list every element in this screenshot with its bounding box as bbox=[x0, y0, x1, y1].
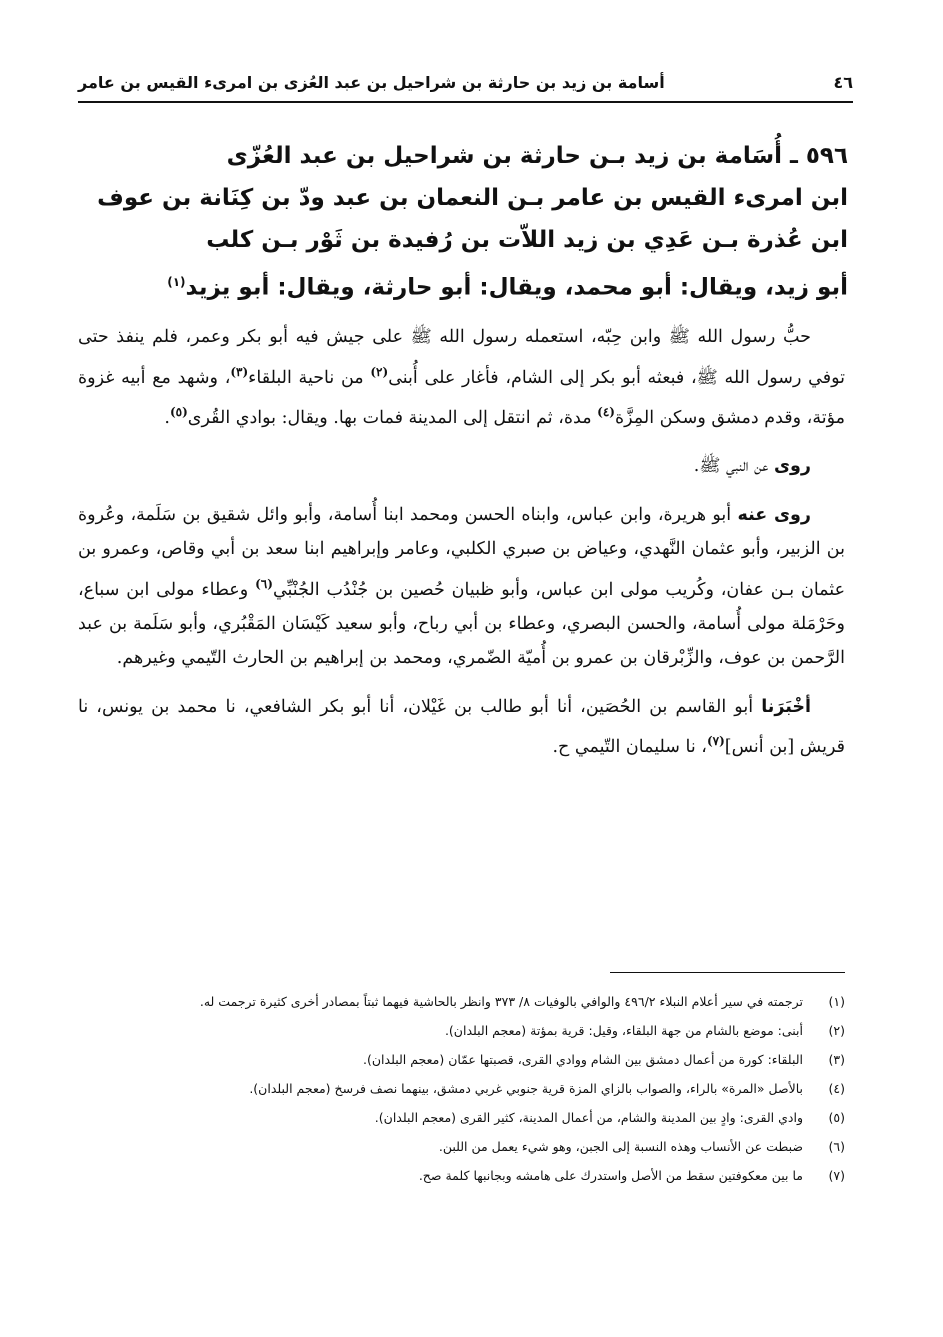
header-rule bbox=[78, 101, 853, 103]
footnote-item: (٤) بالأصل «المرة» بالراء، والصواب بالزاي المزة قرية جنوبي غربي دمشق، بينهما نصف فرسخ (معجم البلدان). bbox=[249, 1081, 845, 1096]
body-text bbox=[78, 320, 845, 765]
title-line-2: ابن امرىء القيس بن عامر بـن النعمان بن عبد ودّ بن كِنَانة بن عوف bbox=[97, 185, 848, 211]
footnote-ref-5: (٥) bbox=[169, 404, 188, 419]
paragraph-biography: حبُّ رسول الله ﷺ وابن حِبّه، استعمله رسول الله ﷺ على جيش فيه أبو بكر وعمر، فلم ينفذ حتى توفي رسول الله ﷺ، فبعثه أبو بكر إلى الشام، فأغار على أُبنى$^{(٢)}$ من ناحية البلقاء$^{(٣)}$، وشهد مع أبيه غزوة مؤتة، وقدم دمشق وسكن المِزَّة$^{(٤)}$ مدة، ثم انتقل إلى المدينة فمات بها. ويقال: بوادي القُرى$^{(٥)}$. bbox=[78, 327, 845, 428]
footnote-item: (٥) وادي القرى: وادٍ بين المدينة والشام، من أعمال المدينة، كثير القرى (معجم البلدان). bbox=[374, 1110, 845, 1125]
footnote-ref-4: (٤) bbox=[597, 404, 615, 419]
title-line-1: ٥٩٦ ـ أُسَامة بن زيد بـن حارثة بن شراحيل بن عبد العُزّى bbox=[226, 143, 848, 169]
footnote-rule bbox=[610, 972, 845, 973]
footnote-item: (٦) ضبطت عن الأنساب وهذه النسبة إلى الجبن، وهو شيء يعمل من اللبن. bbox=[438, 1139, 845, 1154]
footnote-ref-7: (٧) bbox=[706, 734, 725, 749]
entry-number: ٥٩٦ bbox=[805, 143, 848, 169]
footnote-ref-3: (٣) bbox=[230, 364, 249, 379]
footnote-ref-2: (٢) bbox=[370, 364, 389, 379]
footnote-item: (٢) أبنى: موضع بالشام من جهة البلقاء، وقيل: قرية بمؤتة (معجم البلدان). bbox=[444, 1023, 845, 1038]
page-number: ٤٦ bbox=[833, 72, 853, 92]
footnotes bbox=[100, 990, 845, 1193]
title-line-4: أبو زيد، ويقال: أبو محمد، ويقال: أبو حارثة، ويقال: أبو يزيد$^{(١)}$ bbox=[167, 274, 848, 301]
page-header bbox=[78, 66, 853, 98]
paragraph-narrated-from: روى عن النبي ﷺ. bbox=[693, 456, 811, 477]
footnote-ref-6: (٦) bbox=[255, 576, 273, 591]
footnote-ref-1: (١) bbox=[167, 275, 186, 289]
running-title: أسامة بن زيد بن حارثة بن شراحيل بن عبد العُزى بن امرىء القيس بن عامر bbox=[78, 72, 665, 92]
footnote-item: (٧) ما بين معكوفتين سقط من الأصل واستدرك على هامشه وبجانبها كلمة صح. bbox=[418, 1168, 845, 1183]
footnote-item: (١) ترجمته في سير أعلام النبلاء ٤٩٦/٢ والوافي بالوفيات ٨/ ٣٧٣ وانظر بالحاشية فيهما ثبتاً بمصادر أخرى كثيرة ترجمت له. bbox=[199, 994, 845, 1009]
paragraph-isnad: أخْبَرَنا أبو القاسم بن الحُصَين، أنا أبو طالب بن غَيْلان، أنا أبو بكر الشافعي، نا محمد بن يونس، نا قريش [بن أنس]$^{(٧)}$، نا سليمان التّيمي ح. bbox=[78, 696, 845, 758]
title-line-3: ابن عُذرة بـن عَدِي بن زيد اللاّت بن رُفيدة بن ثَوْر بـن كلب bbox=[206, 227, 848, 253]
paragraph-narrators: روى عنه أبو هريرة، وابن عباس، وابناه الحسن ومحمد ابنا أُسامة، وأبو وائل شقيق بن سَلَمة، وعُروة بن الزبير، وأبو عثمان النَّهدي، وعياض بن صبري الكلبي، وعامر وإبراهيم ابنا سعد بن أبي وقاص، وعمرو بن عثمان بـن عفان، وكُريب مولى ابن عباس، وأبو ظبيان حُصين بن جُنْدُب الجُنْبِّي$^{(٦)}$ وعطاء مولى ابن سباع، وحَرْمَلة مولى أُسامة، والحسن البصري، وعطاء بن أبي رباح، وأبو سعيد كَيْسَان المَقْبُري، وأبو سَلَمة بن عبد الرَّحمن بن عوف، والزِّبْرقان بن عمرو بن أُميّة الضّمري، ومحمد بن إبراهيم بن الحارث التّيمي وغيرهم. bbox=[78, 504, 846, 669]
entry-title bbox=[95, 135, 848, 309]
footnote-item: (٣) البلقاء: كورة من أعمال دمشق بين الشام ووادي القرى، قصبتها عمّان (معجم البلدان). bbox=[363, 1052, 845, 1067]
